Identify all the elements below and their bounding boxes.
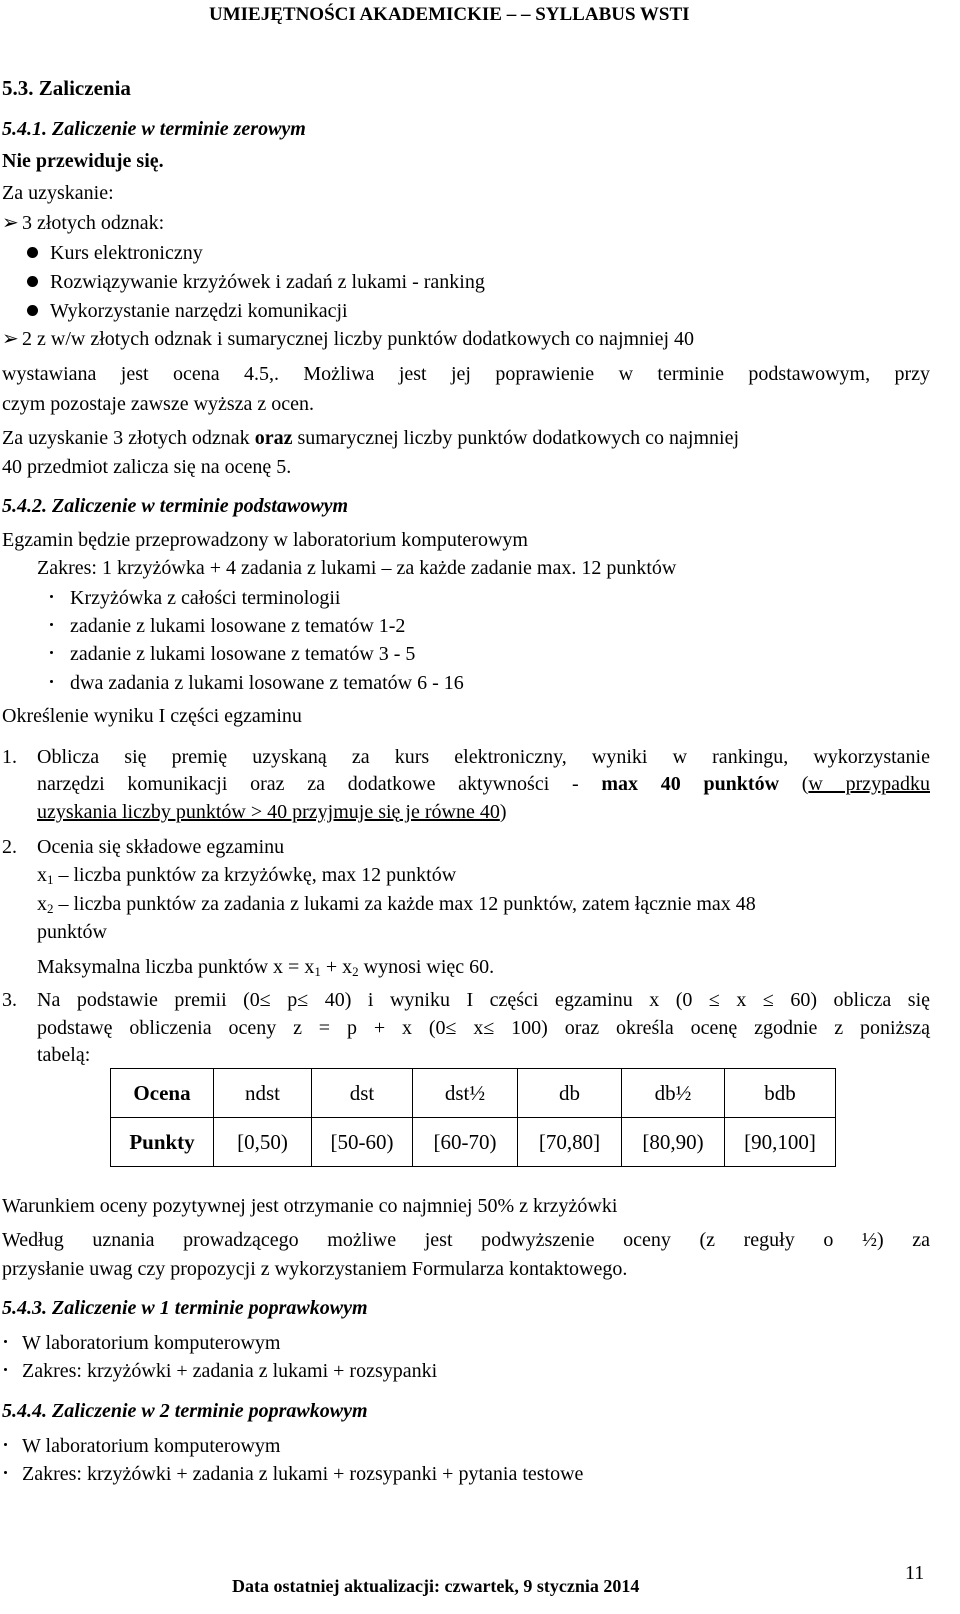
section-heading: 5.3. Zaliczenia <box>2 76 131 100</box>
subsection-heading: 5.4.2. Zaliczenie w terminie podstawowym <box>2 495 349 517</box>
bullet-icon <box>4 1443 7 1446</box>
bullet-icon <box>27 305 38 316</box>
subsection-heading: 5.4.4. Zaliczenie w 2 terminie poprawkowym <box>2 1400 368 1422</box>
paragraph: Według uznania prowadzącego możliwe jest podwyższenie oceny (z reguły o ½) za <box>2 1229 930 1251</box>
paragraph: $x_2$ – liczba punktów za zadania z lukami za każde max 12 punktów, zatem łącznie max 48 <box>37 893 756 916</box>
paragraph: tabelą: <box>37 1044 91 1066</box>
grades-table <box>110 1068 836 1167</box>
paragraph: narzędzi komunikacji oraz za dodatkowe aktywności - max 40 punktów (w przypadku <box>37 773 930 795</box>
table-cell: ndst <box>214 1069 312 1118</box>
table-cell: [80,90) <box>622 1118 725 1167</box>
subsection-heading: 5.4.1. Zaliczenie w terminie zerowym <box>2 118 306 140</box>
paragraph: czym pozostaje zawsze wyższa z ocen. <box>2 393 315 415</box>
subsection-heading: 5.4.3. Zaliczenie w 1 terminie poprawkowym <box>2 1297 368 1319</box>
table-cell: [90,100] <box>725 1118 836 1167</box>
bullet-icon <box>50 680 53 683</box>
paragraph: Maksymalna liczba punktów $x = x_1 + x_2$ wynosi więc 60. <box>37 956 495 979</box>
list-item: Rozwiązywanie krzyżówek i zadań z lukami - ranking <box>27 270 485 294</box>
paragraph: $x_1$ – liczba punktów za krzyżówkę, max 12 punktów <box>37 864 457 887</box>
bullet-icon <box>4 1340 7 1343</box>
paragraph: Oblicza się premię uzyskaną za kurs elektroniczny, wyniki w rankingu, wykorzystanie <box>37 746 930 768</box>
bullet-icon <box>27 276 38 287</box>
paragraph: wystawiana jest ocena 4.5,. Możliwa jest jej poprawienie w terminie podstawowym, przy <box>2 363 930 385</box>
table-row <box>111 1069 836 1118</box>
list-item: Kurs elektroniczny <box>27 241 203 265</box>
bullet-icon <box>50 651 53 654</box>
list-item: W laboratorium komputerowym <box>4 1434 280 1458</box>
list-number: 2. <box>2 836 17 858</box>
list-item: zadanie z lukami losowane z tematów 1-2 <box>50 614 405 638</box>
paragraph: Warunkiem oceny pozytywnej jest otrzymanie co najmniej 50% z krzyżówki <box>2 1195 618 1217</box>
bullet-icon <box>4 1368 7 1371</box>
bullet-icon <box>50 595 53 598</box>
paragraph: Zakres: 1 krzyżówka + 4 zadania z lukami – za każde zadanie max. 12 punktów <box>37 557 677 579</box>
page-header: UMIEJĘTNOŚCI AKADEMICKIE – – SYLLABUS WSTI <box>209 4 690 25</box>
table-row <box>111 1118 836 1167</box>
list-item: ➢ 3 złotych odznak: <box>2 212 165 234</box>
bullet-icon <box>4 1471 7 1474</box>
list-item: Wykorzystanie narzędzi komunikacji <box>27 299 348 323</box>
paragraph: Egzamin będzie przeprowadzony w laboratorium komputerowym <box>2 529 528 551</box>
table-cell: dst <box>312 1069 413 1118</box>
paragraph: uzyskania liczby punktów > 40 przyjmuje się je równe 40) <box>37 801 507 823</box>
paragraph: Za uzyskanie 3 złotych odznak oraz sumarycznej liczby punktów dodatkowych co najmniej <box>2 427 739 449</box>
table-cell: dst½ <box>413 1069 518 1118</box>
table-cell: bdb <box>725 1069 836 1118</box>
table-cell: Punkty <box>111 1118 214 1167</box>
arrow-bullet-icon: ➢ <box>2 328 19 350</box>
list-item: W laboratorium komputerowym <box>4 1331 280 1355</box>
table-cell: [0,50) <box>214 1118 312 1167</box>
table-cell: db <box>518 1069 622 1118</box>
page-footer: Data ostatniej aktualizacji: czwartek, 9 stycznia 2014 <box>232 1576 640 1596</box>
table-cell: Ocena <box>111 1069 214 1118</box>
list-item: ➢ 2 z w/w złotych odznak i sumarycznej liczby punktów dodatkowych co najmniej 40 <box>2 328 695 350</box>
bullet-icon <box>27 247 38 258</box>
list-item: Zakres: krzyżówki + zadania z lukami + rozsypanki <box>4 1359 437 1383</box>
paragraph: Ocenia się składowe egzaminu <box>37 836 285 858</box>
list-number: 1. <box>2 746 17 768</box>
table-cell: [60-70) <box>413 1118 518 1167</box>
paragraph: punktów <box>37 921 107 943</box>
table-cell: db½ <box>622 1069 725 1118</box>
table-cell: [50-60) <box>312 1118 413 1167</box>
arrow-bullet-icon: ➢ <box>2 212 19 234</box>
bullet-icon <box>50 623 53 626</box>
paragraph: 40 przedmiot zalicza się na ocenę 5. <box>2 456 292 478</box>
list-item: zadanie z lukami losowane z tematów 3 - 5 <box>50 642 415 666</box>
paragraph: Na podstawie premii (0≤ p≤ 40) i wyniku I części egzaminu x (0 ≤ x ≤ 60) oblicza się <box>37 989 930 1011</box>
table-cell: [70,80] <box>518 1118 622 1167</box>
list-item: dwa zadania z lukami losowane z tematów 6 - 16 <box>50 671 464 695</box>
paragraph: przysłanie uwag czy propozycji z wykorzystaniem Formularza kontaktowego. <box>2 1258 628 1280</box>
list-item: Krzyżówka z całości terminologii <box>50 586 340 610</box>
paragraph: Za uzyskanie: <box>2 182 114 204</box>
page-number: 11 <box>905 1562 925 1584</box>
list-item: Zakres: krzyżówki + zadania z lukami + rozsypanki + pytania testowe <box>4 1462 583 1486</box>
not-planned-text: Nie przewiduje się. <box>2 150 164 172</box>
list-number: 3. <box>2 989 17 1011</box>
paragraph: podstawę obliczenia oceny z = p + x (0≤ x≤ 100) oraz określa ocenę zgodnie z poniższą <box>37 1017 930 1039</box>
paragraph: Określenie wyniku I części egzaminu <box>2 705 302 727</box>
